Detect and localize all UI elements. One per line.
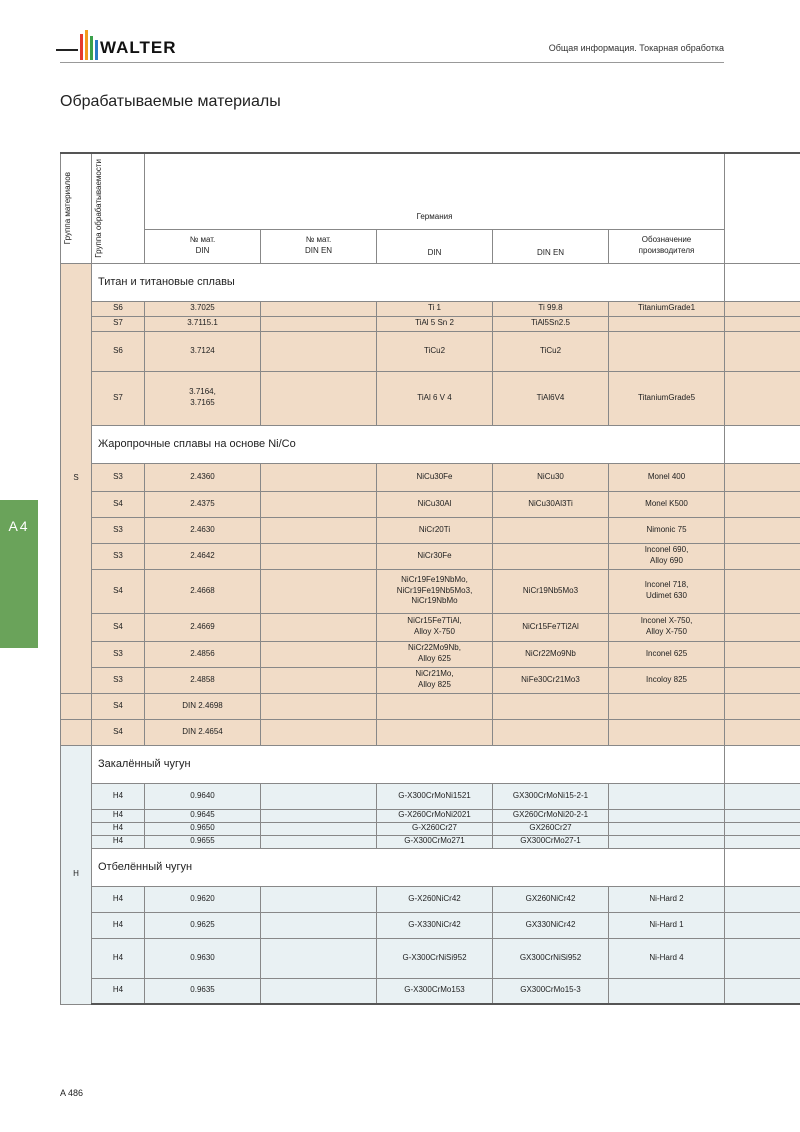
table-cell: Incoloy 825 xyxy=(609,667,725,693)
table-cell: 0.9620 xyxy=(145,886,261,912)
col-manufacturer: Обозначение производителя xyxy=(609,229,725,263)
table-cell: Ni-Hard 1 xyxy=(609,912,725,938)
header-section: Общая информация. Токарная обработка xyxy=(548,43,724,53)
table-cell xyxy=(261,491,377,517)
table-cell: TitaniumGrade5 xyxy=(609,371,725,425)
table-cell: H4 xyxy=(92,978,145,1004)
table-cell xyxy=(261,809,377,822)
table-cell: S4 xyxy=(92,569,145,613)
table-row xyxy=(61,886,800,912)
table-row xyxy=(61,719,800,745)
table-cell: NiFe30Cr21Mo3 xyxy=(493,667,609,693)
table-cell: H4 xyxy=(92,822,145,835)
table-cell: NiCu30 xyxy=(493,463,609,491)
table-cell: 2.4360 xyxy=(145,463,261,491)
table-row xyxy=(61,809,800,822)
table-cell xyxy=(261,667,377,693)
table-cell: 3.7025 xyxy=(145,301,261,316)
table-cell xyxy=(493,543,609,569)
table-cell xyxy=(493,517,609,543)
table-cell xyxy=(609,719,725,745)
table-row xyxy=(61,667,800,693)
table-cell: GX330NiCr42 xyxy=(493,912,609,938)
table-cell xyxy=(261,463,377,491)
section-title: Титан и титановые сплавы xyxy=(92,263,725,301)
table-cell xyxy=(609,316,725,331)
table-cell: Inconel 690, Alloy 690 xyxy=(609,543,725,569)
table-cell: S6 xyxy=(92,331,145,371)
table-cell: G-X330NiCr42 xyxy=(377,912,493,938)
section-row xyxy=(61,263,800,301)
table-cell xyxy=(261,613,377,641)
section-title: Жаропрочные сплавы на основе Ni/Co xyxy=(92,425,725,463)
table-cell xyxy=(261,517,377,543)
table-cell: 3.7124 xyxy=(145,331,261,371)
table-cell xyxy=(261,331,377,371)
table-cell: G-X300CrMo271 xyxy=(377,835,493,848)
table-cell xyxy=(609,809,725,822)
table-cell xyxy=(261,316,377,331)
table-cell: G-X300CrMo153 xyxy=(377,978,493,1004)
table-row xyxy=(61,613,800,641)
table-cell: TitaniumGrade1 xyxy=(609,301,725,316)
table-cell xyxy=(261,938,377,978)
table-cell xyxy=(261,978,377,1004)
table-cell: NiCu30Al3Ti xyxy=(493,491,609,517)
section-title: Закалённый чугун xyxy=(92,745,725,783)
table-cell: S4 xyxy=(92,719,145,745)
section-row xyxy=(61,745,800,783)
table-cell: S4 xyxy=(92,693,145,719)
table-cell: TiAl 6 V 4 xyxy=(377,371,493,425)
page-number: A 486 xyxy=(60,1088,84,1098)
table-cell: NiCr20Ti xyxy=(377,517,493,543)
table-cell: NiCr19Fe19NbMo, NiCr19Fe19Nb5Mo3, NiCr19NbMo xyxy=(377,569,493,613)
table-cell: 0.9640 xyxy=(145,783,261,809)
material-group-letter: H xyxy=(61,745,92,1004)
table-cell: Inconel 718, Udimet 630 xyxy=(609,569,725,613)
table-cell: S7 xyxy=(92,371,145,425)
table-cell: Ti 99.8 xyxy=(493,301,609,316)
chapter-tab xyxy=(0,500,38,648)
table-cell xyxy=(261,886,377,912)
table-row xyxy=(61,835,800,848)
table-cell: 2.4642 xyxy=(145,543,261,569)
table-cell: G-X300CrNiSi952 xyxy=(377,938,493,978)
header-divider xyxy=(60,62,724,63)
table-cell xyxy=(377,693,493,719)
table-cell: S7 xyxy=(92,316,145,331)
page-title: Обрабатываемые материалы xyxy=(60,93,281,110)
table-cell: NiCr21Mo, Alloy 825 xyxy=(377,667,493,693)
table-cell: 2.4856 xyxy=(145,641,261,667)
table-cell: 0.9625 xyxy=(145,912,261,938)
country-header: Германия xyxy=(145,153,725,229)
table-cell: 2.4858 xyxy=(145,667,261,693)
table-cell: 3.7164, 3.7165 xyxy=(145,371,261,425)
table-cell xyxy=(609,978,725,1004)
table-row xyxy=(61,912,800,938)
table-cell: NiCr22Mo9Nb, Alloy 625 xyxy=(377,641,493,667)
table-cell xyxy=(261,301,377,316)
table-cell: TiCu2 xyxy=(377,331,493,371)
table-cell: H4 xyxy=(92,835,145,848)
table-cell: Nimonic 75 xyxy=(609,517,725,543)
table-cell: TiAl5Sn2.5 xyxy=(493,316,609,331)
table-row xyxy=(61,641,800,667)
table-row xyxy=(61,491,800,517)
table-cell: GX300CrMo15-3 xyxy=(493,978,609,1004)
table-cell: G-X260NiCr42 xyxy=(377,886,493,912)
table-cell: S3 xyxy=(92,543,145,569)
table-cell: GX300CrMoNi15-2-1 xyxy=(493,783,609,809)
table-cell xyxy=(261,371,377,425)
table-cell: Ni-Hard 4 xyxy=(609,938,725,978)
table-cell: Ti 1 xyxy=(377,301,493,316)
table-cell: S3 xyxy=(92,667,145,693)
table-cell: 0.9655 xyxy=(145,835,261,848)
table-row xyxy=(61,693,800,719)
table-cell: NiCu30Fe xyxy=(377,463,493,491)
table-cell xyxy=(261,822,377,835)
table-cell: S3 xyxy=(92,517,145,543)
table-cell: G-X260CrMoNi2021 xyxy=(377,809,493,822)
table-cell: 3.7115.1 xyxy=(145,316,261,331)
table-cell xyxy=(261,835,377,848)
table-cell: S4 xyxy=(92,613,145,641)
col-din-num: № мат. DIN xyxy=(145,229,261,263)
materials-table xyxy=(60,152,800,1005)
table-cell: GX260Cr27 xyxy=(493,822,609,835)
table-cell xyxy=(261,912,377,938)
table-cell: DIN 2.4698 xyxy=(145,693,261,719)
table-row xyxy=(61,569,800,613)
col-din: DIN xyxy=(377,229,493,263)
table-cell: NiCr15Fe7TiAl, Alloy X-750 xyxy=(377,613,493,641)
table-cell xyxy=(609,331,725,371)
table-cell: G-X300CrMoNi1521 xyxy=(377,783,493,809)
table-cell xyxy=(261,693,377,719)
table-cell: Inconel 625 xyxy=(609,641,725,667)
table-cell: 2.4668 xyxy=(145,569,261,613)
table-cell: H4 xyxy=(92,783,145,809)
table-cell: S6 xyxy=(92,301,145,316)
table-cell: NiCr22Mo9Nb xyxy=(493,641,609,667)
col-dinen-num: № мат. DIN EN xyxy=(261,229,377,263)
table-cell: S3 xyxy=(92,463,145,491)
section-row xyxy=(61,425,800,463)
table-row xyxy=(61,978,800,1004)
table-cell xyxy=(609,835,725,848)
table-cell: 0.9630 xyxy=(145,938,261,978)
table-row xyxy=(61,783,800,809)
table-cell: 2.4630 xyxy=(145,517,261,543)
table-row xyxy=(61,938,800,978)
col-material-group: Группа материалов xyxy=(61,153,92,263)
table-row xyxy=(61,822,800,835)
material-group-letter: S xyxy=(61,263,92,693)
table-row xyxy=(61,301,800,316)
table-cell xyxy=(261,543,377,569)
table-cell: DIN 2.4654 xyxy=(145,719,261,745)
table-cell: 0.9650 xyxy=(145,822,261,835)
col-machinability-group: Группа обрабатываемости xyxy=(92,153,145,263)
table-cell: 2.4669 xyxy=(145,613,261,641)
table-row xyxy=(61,463,800,491)
table-cell: TiAl 5 Sn 2 xyxy=(377,316,493,331)
table-cell: NiCr30Fe xyxy=(377,543,493,569)
table-cell: GX300CrNiSi952 xyxy=(493,938,609,978)
table-cell: G-X260Cr27 xyxy=(377,822,493,835)
table-cell xyxy=(609,783,725,809)
table-cell xyxy=(261,719,377,745)
table-cell: Monel 400 xyxy=(609,463,725,491)
table-cell: 0.9645 xyxy=(145,809,261,822)
table-cell: NiCr15Fe7Ti2Al xyxy=(493,613,609,641)
table-cell: GX260NiCr42 xyxy=(493,886,609,912)
table-row xyxy=(61,543,800,569)
table-cell xyxy=(261,783,377,809)
table-cell: TiAl6V4 xyxy=(493,371,609,425)
table-row xyxy=(61,371,800,425)
table-cell xyxy=(609,822,725,835)
table-cell: 0.9635 xyxy=(145,978,261,1004)
table-cell: GX260CrMoNi20-2-1 xyxy=(493,809,609,822)
table-cell xyxy=(493,719,609,745)
extra-column xyxy=(725,153,800,263)
section-title: Отбелённый чугун xyxy=(92,848,725,886)
table-cell: Monel K500 xyxy=(609,491,725,517)
table-cell: 2.4375 xyxy=(145,491,261,517)
table-cell: Ni-Hard 2 xyxy=(609,886,725,912)
brand-name: WALTER xyxy=(100,38,177,57)
table-cell: H4 xyxy=(92,809,145,822)
table-cell xyxy=(609,693,725,719)
table-cell: S4 xyxy=(92,491,145,517)
chapter-tab-label: A4 xyxy=(8,518,30,534)
table-cell: TiCu2 xyxy=(493,331,609,371)
table-cell xyxy=(261,569,377,613)
table-cell xyxy=(377,719,493,745)
table-cell: H4 xyxy=(92,886,145,912)
table-cell xyxy=(261,641,377,667)
table-cell: S3 xyxy=(92,641,145,667)
table-row xyxy=(61,331,800,371)
table-cell: H4 xyxy=(92,912,145,938)
table-cell: NiCr19Nb5Mo3 xyxy=(493,569,609,613)
table-cell: H4 xyxy=(92,938,145,978)
table-cell: NiCu30Al xyxy=(377,491,493,517)
section-row xyxy=(61,848,800,886)
table-cell xyxy=(493,693,609,719)
col-dinen: DIN EN xyxy=(493,229,609,263)
table-cell: GX300CrMo27-1 xyxy=(493,835,609,848)
table-row xyxy=(61,517,800,543)
table-row xyxy=(61,316,800,331)
table-cell: Inconel X-750, Alloy X-750 xyxy=(609,613,725,641)
